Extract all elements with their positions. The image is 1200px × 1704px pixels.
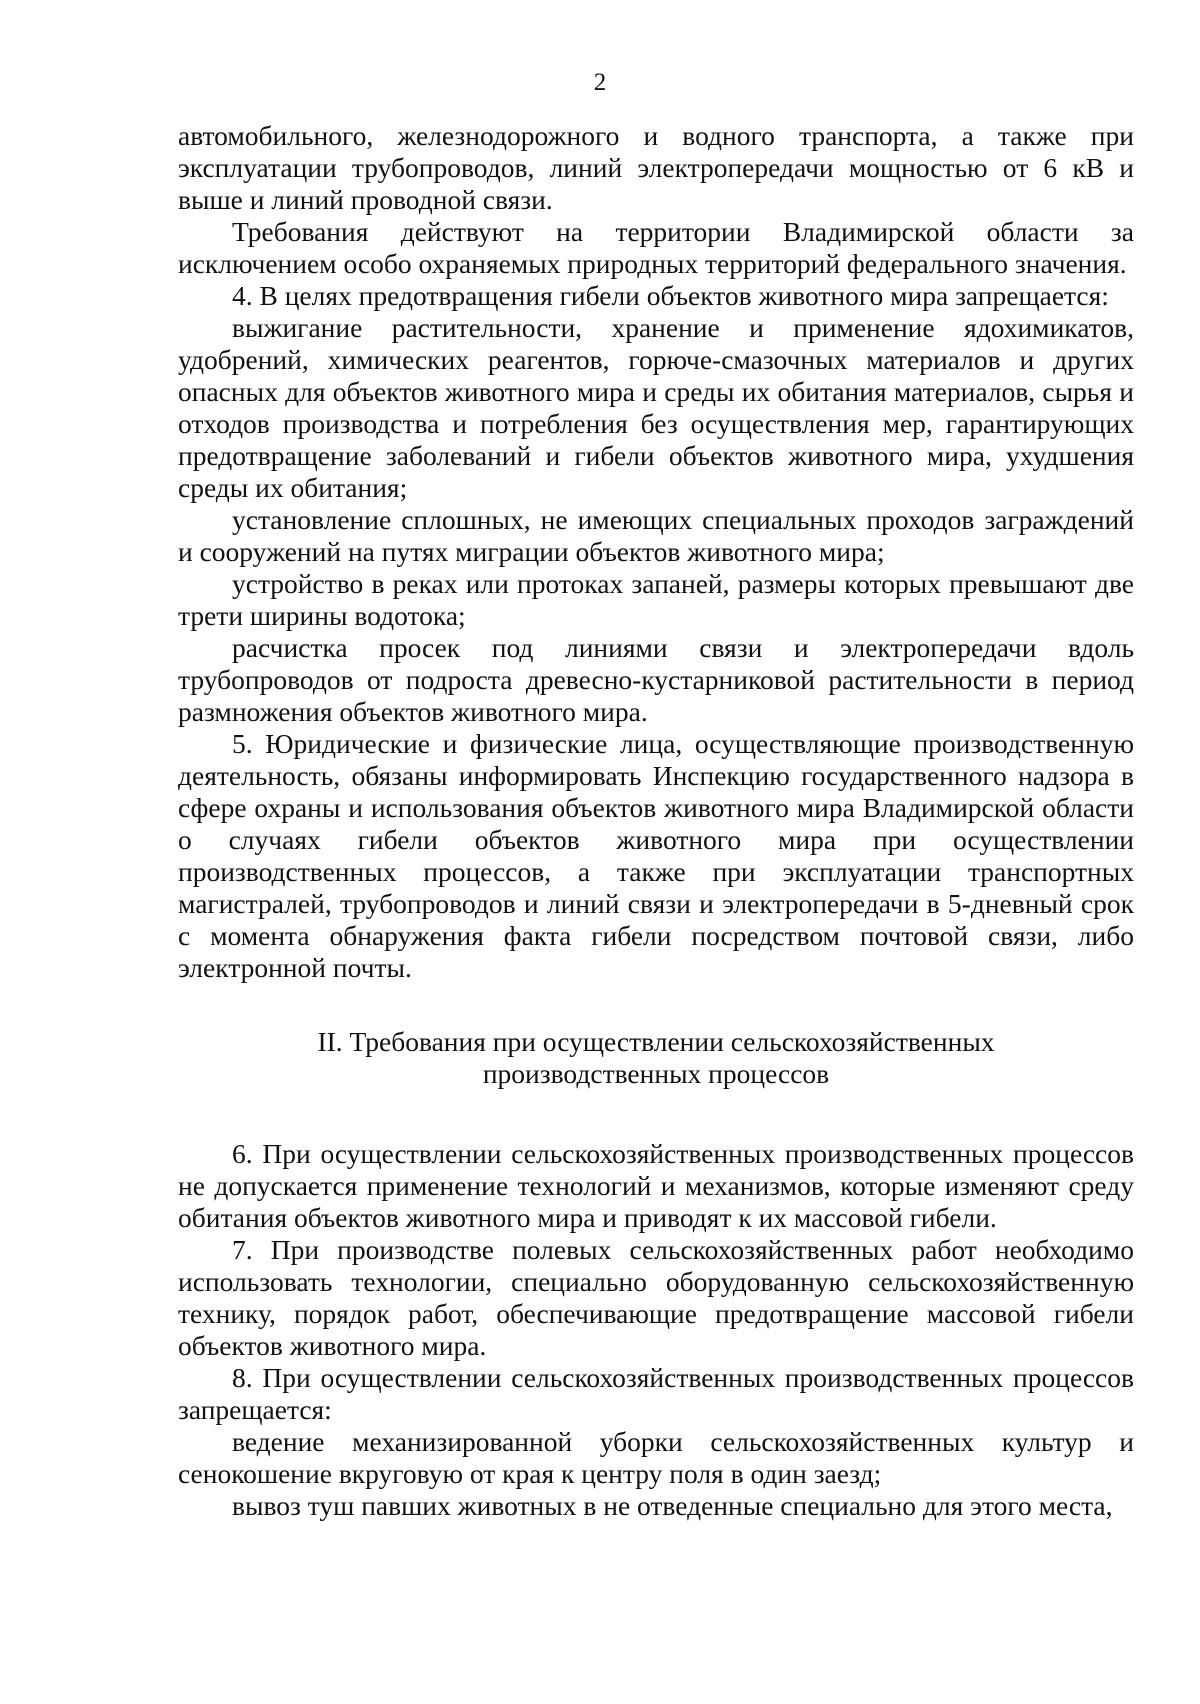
paragraph-item-5: 5. Юридические и физические лица, осуществляющие производственную деятельность, обязаны информировать Инспекцию государственного надзора в сфере охраны и использования объектов животного мира Владимирской области о случаях гибели объектов животного мира при осуществлении производственных процессов, а также при эксплуатации транспортных магистралей, трубопроводов и линий связи и электропередачи в 5-дневный срок с момента обнаружения факта гибели посредством почтовой связи, либо электронной почты.: [178, 728, 1134, 983]
section-heading-line-1: II. Требования при осуществлении сельскохозяйственных: [317, 1026, 995, 1057]
paragraph-mechanized-harvest: ведение механизированной уборки сельскохозяйственных культур и сенокошение вкруговую от края к центру поля в один заезд;: [178, 1426, 1134, 1489]
paragraph-item-7: 7. При производстве полевых сельскохозяйственных работ необходимо использовать технологии, специально оборудованную сельскохозяйственную технику, порядок работ, обеспечивающие предотвращение массовой гибели объектов животного мира.: [178, 1234, 1134, 1361]
paragraph-item-8: 8. При осуществлении сельскохозяйственных производственных процессов запрещается:: [178, 1362, 1134, 1425]
paragraph-clearing-glades: расчистка просек под линиями связи и электропередачи вдоль трубопроводов от подроста древесно-кустарниковой растительности в период размножения объектов животного мира.: [178, 632, 1134, 727]
section-heading: [178, 1026, 1134, 1090]
paragraph-item-4: 4. В целях предотвращения гибели объектов животного мира запрещается:: [232, 280, 1109, 311]
paragraph-transport-continuation: автомобильного, железнодорожного и водного транспорта, а также при эксплуатации трубопроводов, линий электропередачи мощностью от 6 кВ и выше и линий проводной связи.: [178, 120, 1134, 215]
paragraph-carcass-removal: вывоз туш павших животных в не отведенные специально для этого места,: [232, 1490, 1113, 1521]
paragraph-solid-barriers: установление сплошных, не имеющих специальных проходов заграждений и сооружений на путях миграции объектов животного мира;: [178, 504, 1134, 567]
paragraph-territory-scope: Требования действуют на территории Владимирской области за исключением особо охраняемых природных территорий федерального значения.: [178, 216, 1134, 279]
paragraph-burning-vegetation: выжигание растительности, хранение и применение ядохимикатов, удобрений, химических реагентов, горюче-смазочных материалов и других опасных для объектов животного мира и среды их обитания материалов, сырья и отходов производства и потребления без осуществления мер, гарантирующих предотвращение заболеваний и гибели объектов животного мира, ухудшения среды их обитания;: [178, 312, 1134, 503]
document-body: [178, 120, 1134, 1522]
paragraph-river-booms: устройство в реках или протоках запаней, размеры которых превышают две трети ширины водотока;: [178, 568, 1134, 631]
section-heading-line-2: производственных процессов: [482, 1058, 830, 1089]
paragraph-item-6: 6. При осуществлении сельскохозяйственных производственных процессов не допускается применение технологий и механизмов, которые изменяют среду обитания объектов животного мира и приводят к их массовой гибели.: [178, 1138, 1134, 1233]
page-number: 2: [593, 69, 607, 96]
